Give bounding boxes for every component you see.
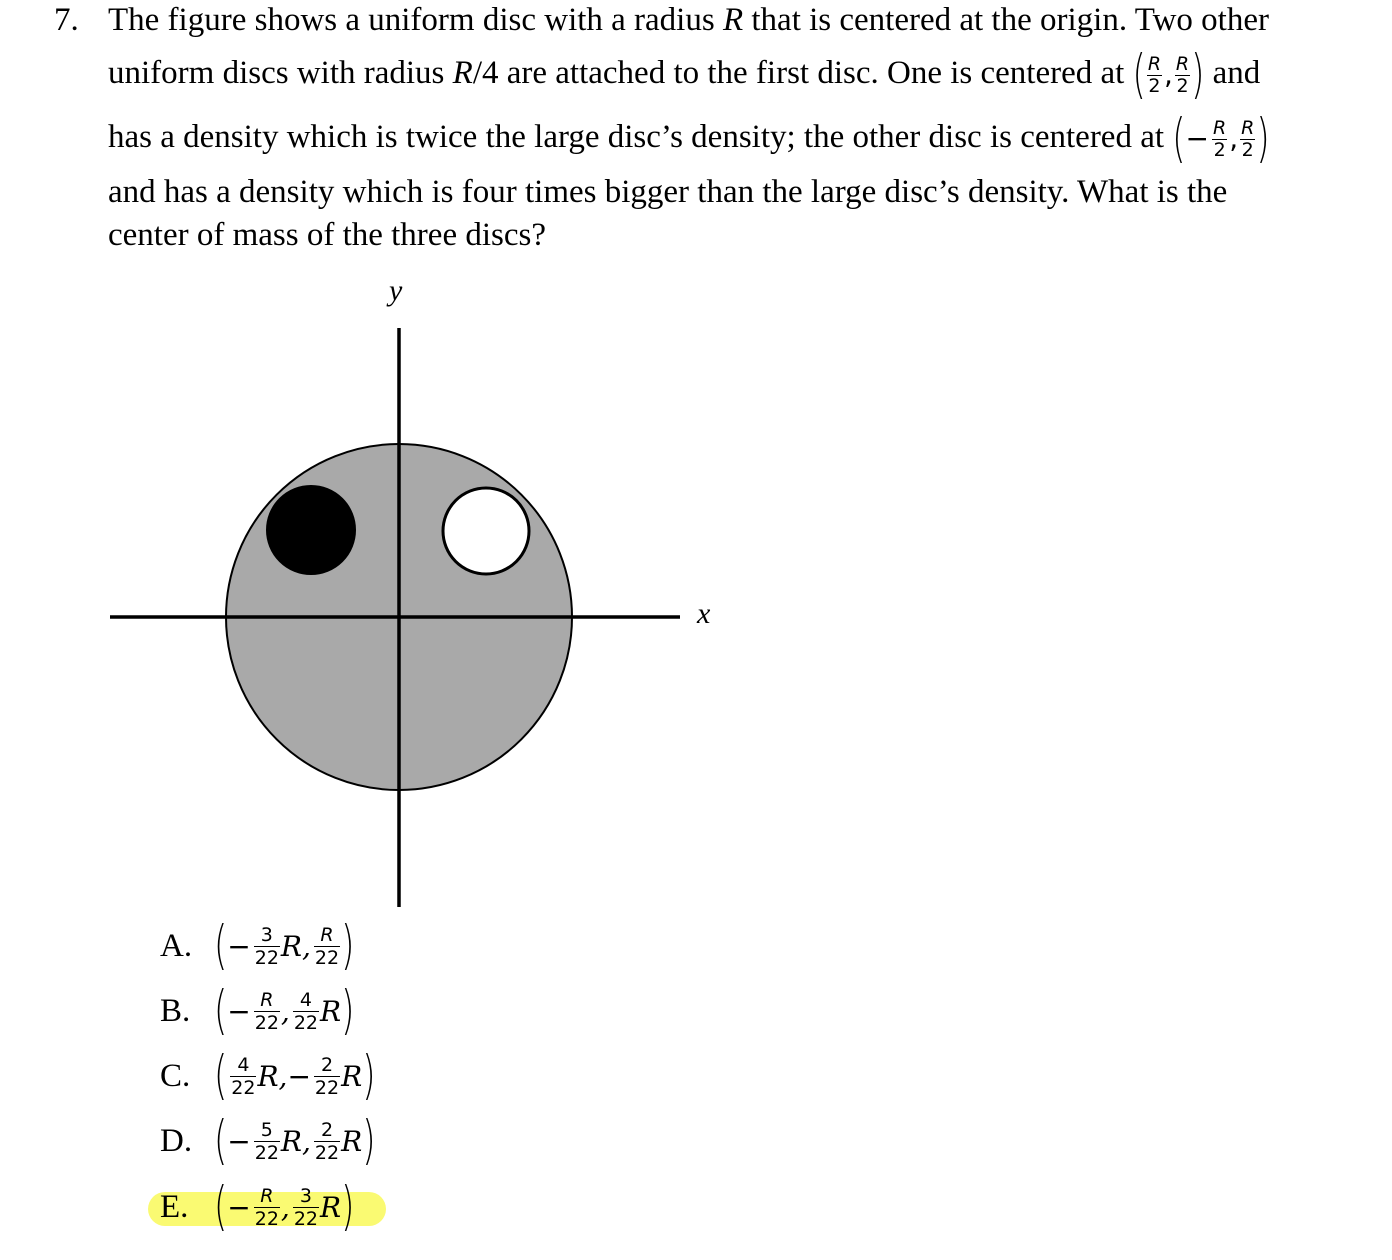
choice-letter: B. bbox=[160, 992, 191, 1029]
choice-fraction-1: $\frac{5}{22}$ bbox=[254, 1118, 279, 1164]
choice-sign-2: − bbox=[287, 1059, 311, 1093]
point2-y-fraction: $\frac{R}{2}$ bbox=[1241, 116, 1255, 161]
question-line-5: center of mass of the three discs? bbox=[108, 217, 546, 253]
choice-sign-1: − bbox=[227, 994, 251, 1028]
choice-letter: A. bbox=[160, 927, 193, 964]
choice-sign-1: − bbox=[227, 1190, 251, 1224]
point1-x-fraction: $\frac{R}{2}$ bbox=[1147, 52, 1162, 97]
white-disc bbox=[443, 488, 529, 574]
choice-var-2: R bbox=[320, 994, 342, 1028]
answer-choice[interactable]: E. ( − $\frac{R}{22}$ , $\frac{3}{22}$ R ) bbox=[160, 1176, 355, 1238]
choice-var-1: R, bbox=[280, 929, 311, 963]
choice-fraction-2: $\frac{4}{22}$ bbox=[293, 988, 319, 1034]
answer-choice[interactable]: A. ( − $\frac{3}{22}$ R, $\frac{R}{22}$ ) bbox=[160, 915, 355, 977]
choice-letter: C. bbox=[160, 1057, 191, 1094]
choice-var-1: R, bbox=[257, 1059, 288, 1093]
choice-var-2: R bbox=[341, 1059, 363, 1093]
choice-var-1: R, bbox=[280, 1124, 311, 1158]
answer-choice[interactable]: C. ( $\frac{4}{22}$ R, − $\frac{2}{22}$ R ) bbox=[160, 1045, 376, 1107]
choice-letter: E. bbox=[160, 1188, 189, 1225]
point1-y-fraction: $\frac{R}{2}$ bbox=[1175, 52, 1190, 97]
choice-fraction-2: $\frac{R}{22}$ bbox=[314, 923, 340, 969]
y-axis-label: y bbox=[389, 274, 403, 307]
point2-x-fraction: $\frac{R}{2}$ bbox=[1213, 116, 1227, 161]
choice-fraction-1: $\frac{3}{22}$ bbox=[254, 923, 279, 969]
choice-fraction-2: $\frac{2}{22}$ bbox=[314, 1053, 340, 1099]
choice-fraction-1: $\frac{R}{22}$ bbox=[254, 988, 279, 1034]
choice-letter: D. bbox=[160, 1122, 193, 1159]
choice-var-2: R bbox=[341, 1124, 363, 1158]
question-line-3: has a density which is twice the large disc’s density; the other disc is centered at (− $\frac{R}{2}$ , $\frac{R}{2}$ ) bbox=[108, 108, 1270, 171]
question-line-2: uniform discs with radius R/4 are attached to the first disc. One is centered at ( $\frac{R}{2}$ , $\frac{R}{2}$ ) and bbox=[108, 44, 1261, 107]
x-axis-label: x bbox=[697, 597, 711, 630]
choice-sign-1: − bbox=[227, 929, 251, 963]
choice-fraction-1: $\frac{R}{22}$ bbox=[254, 1184, 279, 1230]
choice-sign-1: − bbox=[227, 1124, 251, 1158]
answer-choice[interactable]: D. ( − $\frac{5}{22}$ R, $\frac{2}{22}$ R ) bbox=[160, 1110, 376, 1172]
choice-var-1: , bbox=[280, 1190, 290, 1224]
choice-var-1: , bbox=[280, 994, 290, 1028]
question-line-4: and has a density which is four times bigger than the large disc’s density. What is the bbox=[108, 174, 1228, 210]
choice-var-2: R bbox=[320, 1190, 342, 1224]
choice-fraction-1: $\frac{4}{22}$ bbox=[231, 1053, 256, 1099]
question-number: 7. bbox=[54, 2, 79, 38]
choice-fraction-2: $\frac{2}{22}$ bbox=[314, 1118, 340, 1164]
answer-choice[interactable]: B. ( − $\frac{R}{22}$ , $\frac{4}{22}$ R ) bbox=[160, 980, 355, 1042]
choice-fraction-2: $\frac{3}{22}$ bbox=[293, 1184, 319, 1230]
question-line-1: The figure shows a uniform disc with a radius R that is centered at the origin. Two other bbox=[108, 2, 1269, 38]
black-disc bbox=[267, 486, 355, 574]
